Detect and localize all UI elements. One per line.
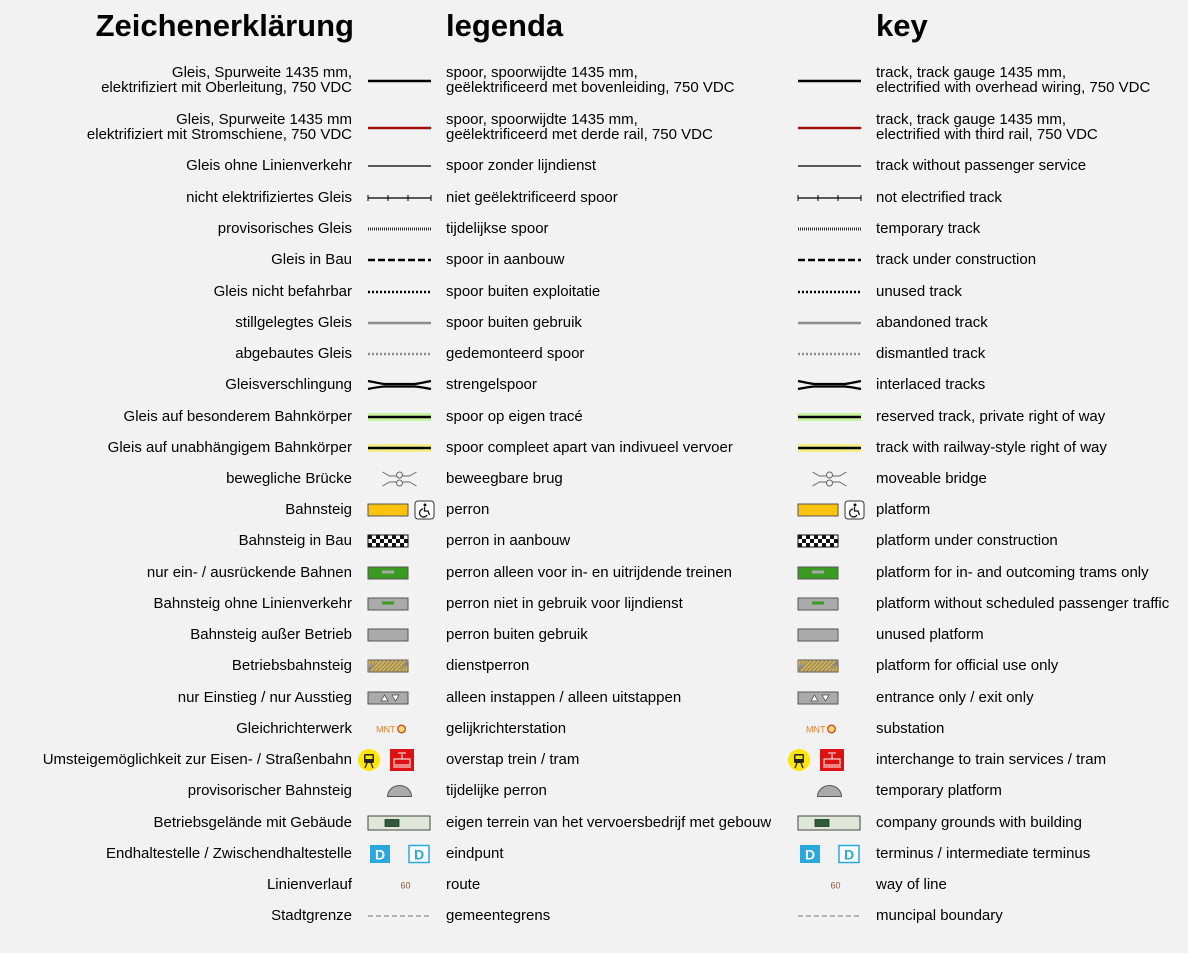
label-de-platform-in-out: nur ein- / ausrückende Bahnen (146, 563, 352, 581)
label-de-platform: Bahnsteig (285, 500, 352, 518)
label-nl-track-railway-style: spoor compleet apart van indivueel vervoer (446, 438, 733, 456)
label-de-company-grounds: Betriebsgelände mit Gebäude (153, 813, 352, 831)
label-en-track-temporary: temporary track (876, 219, 981, 237)
label-nl-track-temporary: tijdelijkse spoor (446, 219, 549, 237)
route-number-label: 60 (400, 880, 411, 891)
label-de-route: Linienverlauf (266, 875, 352, 893)
label-nl-platform-unused: perron buiten gebruik (446, 625, 588, 643)
label-de-track-third-rail: Gleis, Spurweite 1435 mm elektrifiziert mit Stromschiene, 750 VDC (86, 111, 352, 143)
label-en-platform: platform (876, 500, 931, 518)
label-en-entrance-exit: entrance only / exit only (876, 688, 1034, 706)
label-en-temporary-platform: temporary platform (876, 781, 1002, 799)
label-nl-track-construction: spoor in aanbouw (446, 250, 565, 268)
label-de-interchange: Umsteigemöglichkeit zur Eisen- / Straßenbahn (42, 750, 352, 768)
label-en-track-no-service: track without passenger service (876, 156, 1087, 174)
header-english: key (876, 8, 928, 43)
label-nl-interchange: overstap trein / tram (446, 750, 580, 768)
label-en-platform-no-service: platform without scheduled passenger traffic (876, 594, 1170, 612)
label-de-temporary-platform: provisorischer Bahnsteig (187, 781, 352, 799)
header-german: Zeichenerklärung (95, 8, 354, 43)
terminus-label: D (804, 846, 816, 863)
label-de-track-construction: Gleis in Bau (271, 250, 352, 268)
label-nl-moveable-bridge: beweegbare brug (446, 469, 563, 487)
label-nl-platform-official: dienstperron (446, 656, 530, 674)
label-en-platform-construction: platform under construction (876, 531, 1058, 549)
intermediate-terminus-label: D (413, 846, 425, 863)
label-de-track-not-electrified: nicht elektrifiziertes Gleis (186, 188, 352, 206)
label-nl-platform-in-out: perron alleen voor in- en uitrijdende treinen (446, 563, 733, 581)
label-de-platform-unused: Bahnsteig außer Betrieb (190, 625, 352, 643)
label-nl-track-interlaced: strengelspoor (446, 375, 537, 393)
label-en-terminus: terminus / intermediate terminus (876, 844, 1091, 862)
label-en-route: way of line (876, 875, 947, 893)
label-de-track-reserved: Gleis auf besonderem Bahnkörper (123, 407, 352, 425)
label-en-track-reserved: reserved track, private right of way (876, 407, 1106, 425)
label-nl-company-grounds: eigen terrein van het vervoersbedrijf met gebouw (446, 813, 772, 831)
label-en-track-overhead: track, track gauge 1435 mm, electrified with overhead wiring, 750 VDC (876, 64, 1151, 96)
label-en-track-abandoned: abandoned track (876, 313, 988, 331)
label-en-track-construction: track under construction (876, 250, 1037, 268)
intermediate-terminus-label: D (843, 846, 855, 863)
label-nl-track-overhead: spoor, spoorwijdte 1435 mm, geëlektrificeerd met bovenleiding, 750 VDC (446, 64, 735, 96)
label-en-substation: substation (876, 719, 945, 737)
label-de-moveable-bridge: bewegliche Brücke (226, 469, 352, 487)
label-nl-route: route (446, 875, 481, 893)
label-en-track-unused: unused track (876, 282, 962, 300)
substation-label: MNT (376, 724, 396, 735)
label-nl-track-no-service: spoor zonder lijndienst (446, 156, 597, 174)
label-en-track-third-rail: track, track gauge 1435 mm, electrified with third rail, 750 VDC (876, 111, 1098, 143)
label-nl-platform: perron (446, 500, 490, 518)
route-number-label: 60 (830, 880, 841, 891)
label-nl-substation: gelijkrichterstation (446, 719, 567, 737)
label-nl-platform-no-service: perron niet in gebruik voor lijndienst (446, 594, 683, 612)
track-overhead-symbol-en (0, 61, 1188, 101)
label-en-interchange: interchange to train services / tram (876, 750, 1107, 768)
label-nl-track-dismantled: gedemonteerd spoor (446, 344, 585, 362)
label-de-platform-official: Betriebsbahnsteig (231, 656, 352, 674)
label-en-track-not-electrified: not electrified track (876, 188, 1002, 206)
label-nl-platform-construction: perron in aanbouw (446, 531, 571, 549)
label-en-track-railway-style: track with railway-style right of way (876, 438, 1107, 456)
label-en-track-interlaced: interlaced tracks (876, 375, 986, 393)
label-nl-track-third-rail: spoor, spoorwijdte 1435 mm, geëlektrificeerd met derde rail, 750 VDC (446, 111, 713, 143)
label-nl-temporary-platform: tijdelijke perron (446, 781, 547, 799)
label-en-platform-in-out: platform for in- and outcoming trams only (876, 563, 1149, 581)
label-de-track-no-service: Gleis ohne Linienverkehr (186, 156, 352, 174)
label-en-track-dismantled: dismantled track (876, 344, 986, 362)
label-de-track-overhead: Gleis, Spurweite 1435 mm, elektrifiziert mit Oberleitung, 750 VDC (101, 64, 352, 96)
label-de-substation: Gleichrichterwerk (236, 719, 352, 737)
label-de-city-boundary: Stadtgrenze (271, 906, 352, 924)
header-dutch: legenda (446, 8, 564, 43)
label-de-track-dismantled: abgebautes Gleis (235, 344, 352, 362)
label-nl-city-boundary: gemeentegrens (446, 906, 551, 924)
label-en-platform-official: platform for official use only (876, 656, 1059, 674)
label-de-track-railway-style: Gleis auf unabhängigem Bahnkörper (107, 438, 352, 456)
label-nl-track-reserved: spoor op eigen tracé (446, 407, 583, 425)
label-de-entrance-exit: nur Einstieg / nur Ausstieg (177, 688, 352, 706)
substation-label: MNT (806, 724, 826, 735)
label-en-company-grounds: company grounds with building (876, 813, 1082, 831)
label-de-track-unused: Gleis nicht befahrbar (213, 282, 352, 300)
label-de-platform-construction: Bahnsteig in Bau (238, 531, 352, 549)
label-de-track-temporary: provisorisches Gleis (217, 219, 352, 237)
label-de-platform-no-service: Bahnsteig ohne Linienverkehr (153, 594, 352, 612)
label-de-track-interlaced: Gleisverschlingung (225, 375, 352, 393)
city-boundary-symbol-en (0, 896, 1188, 936)
label-de-track-abandoned: stillgelegtes Gleis (235, 313, 352, 331)
label-nl-terminus: eindpunt (446, 844, 504, 862)
label-nl-track-unused: spoor buiten exploitatie (446, 282, 601, 300)
label-en-platform-unused: unused platform (876, 625, 984, 643)
terminus-label: D (374, 846, 386, 863)
label-nl-track-abandoned: spoor buiten gebruik (446, 313, 582, 331)
label-nl-track-not-electrified: niet geëlektrificeerd spoor (446, 188, 618, 206)
label-de-terminus: Endhaltestelle / Zwischendhaltestelle (106, 844, 352, 862)
track-third-rail-symbol-en (0, 108, 1188, 148)
label-en-city-boundary: muncipal boundary (876, 906, 1003, 924)
label-nl-entrance-exit: alleen instappen / alleen uitstappen (446, 688, 682, 706)
label-en-moveable-bridge: moveable bridge (876, 469, 987, 487)
